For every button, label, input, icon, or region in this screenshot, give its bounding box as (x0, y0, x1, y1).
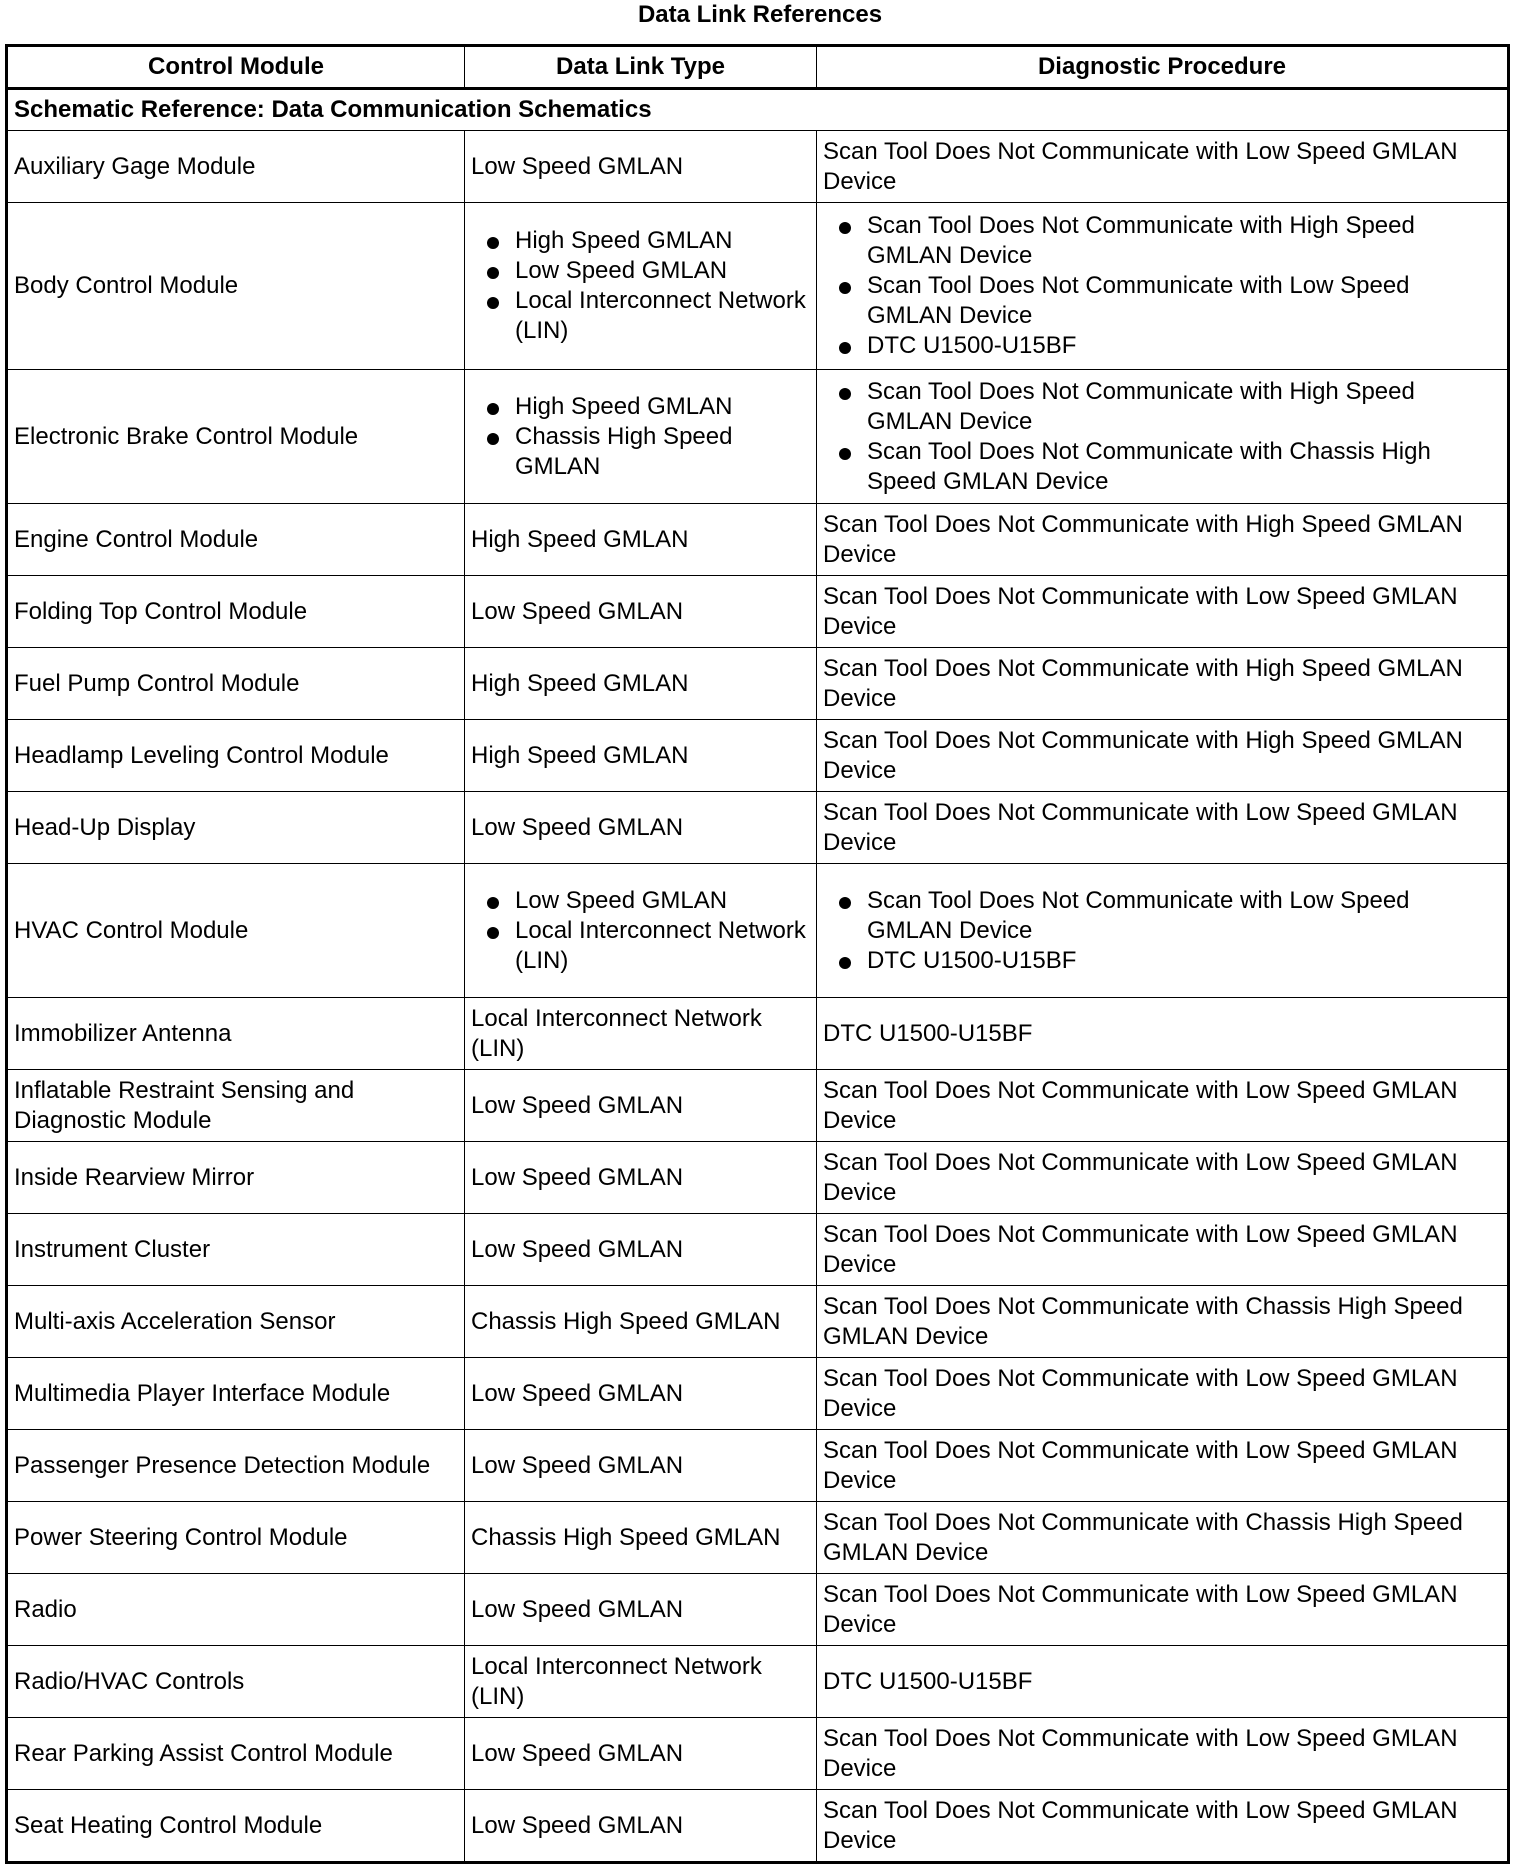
data-link-type-cell (465, 203, 817, 370)
list-item: Scan Tool Does Not Communicate with Low Speed GMLAN Device (867, 886, 1501, 946)
diagnostic-procedure-cell: Scan Tool Does Not Communicate with Low Speed GMLAN Device (817, 131, 1509, 203)
control-module-cell: Folding Top Control Module (7, 576, 465, 648)
data-link-type-cell (465, 370, 817, 504)
diagnostic-procedure-cell: Scan Tool Does Not Communicate with Chassis High Speed GMLAN Device (817, 1502, 1509, 1574)
table-row (7, 1646, 1509, 1718)
diagnostic-procedure-cell: Scan Tool Does Not Communicate with Low Speed GMLAN Device (817, 1358, 1509, 1430)
table-row (7, 648, 1509, 720)
control-module-cell: HVAC Control Module (7, 864, 465, 998)
table-row (7, 203, 1509, 370)
diagnostic-procedure-cell: Scan Tool Does Not Communicate with High Speed GMLAN Device (817, 648, 1509, 720)
data-link-type-cell: Low Speed GMLAN (465, 1574, 817, 1646)
table-row (7, 576, 1509, 648)
diagnostic-procedure-cell: Scan Tool Does Not Communicate with Low Speed GMLAN Device (817, 1790, 1509, 1863)
data-link-type-cell: High Speed GMLAN (465, 720, 817, 792)
diagnostic-procedure-cell: DTC U1500-U15BF (817, 1646, 1509, 1718)
page-title: Data Link References (637, 1, 883, 28)
control-module-cell: Auxiliary Gage Module (7, 131, 465, 203)
list-item: Chassis High Speed GMLAN (515, 422, 810, 482)
diagnostic-procedure-cell: Scan Tool Does Not Communicate with Low Speed GMLAN Device (817, 1070, 1509, 1142)
table-row (7, 1430, 1509, 1502)
list-item: High Speed GMLAN (515, 226, 810, 256)
diagnostic-procedure-cell: Scan Tool Does Not Communicate with High Speed GMLAN Device (817, 720, 1509, 792)
table-row (7, 1286, 1509, 1358)
control-module-cell: Passenger Presence Detection Module (7, 1430, 465, 1502)
table-row (7, 864, 1509, 998)
control-module-cell: Electronic Brake Control Module (7, 370, 465, 504)
control-module-cell: Power Steering Control Module (7, 1502, 465, 1574)
diagnostic-procedure-cell-list (823, 886, 1501, 976)
diagnostic-procedure-cell: Scan Tool Does Not Communicate with Low Speed GMLAN Device (817, 576, 1509, 648)
diagnostic-procedure-cell: Scan Tool Does Not Communicate with High Speed GMLAN Device (817, 504, 1509, 576)
data-link-type-cell: Chassis High Speed GMLAN (465, 1286, 817, 1358)
data-link-type-cell: High Speed GMLAN (465, 648, 817, 720)
table-row (7, 1790, 1509, 1863)
control-module-cell: Inside Rearview Mirror (7, 1142, 465, 1214)
data-link-type-cell: Low Speed GMLAN (465, 1718, 817, 1790)
table-row (7, 1142, 1509, 1214)
table-row (7, 131, 1509, 203)
control-module-cell: Headlamp Leveling Control Module (7, 720, 465, 792)
control-module-cell: Immobilizer Antenna (7, 998, 465, 1070)
diagnostic-procedure-cell (817, 864, 1509, 998)
diagnostic-procedure-cell: Scan Tool Does Not Communicate with Low Speed GMLAN Device (817, 792, 1509, 864)
data-link-type-cell: Low Speed GMLAN (465, 576, 817, 648)
data-link-type-cell-list (471, 226, 810, 346)
list-item: Local Interconnect Network (LIN) (515, 916, 810, 976)
list-item: Low Speed GMLAN (515, 886, 810, 916)
table-row (7, 720, 1509, 792)
data-link-type-cell: Low Speed GMLAN (465, 792, 817, 864)
schematic-reference: Schematic Reference: Data Communication Schematics (7, 89, 1509, 131)
diagnostic-procedure-cell: Scan Tool Does Not Communicate with Low Speed GMLAN Device (817, 1574, 1509, 1646)
diagnostic-procedure-cell (817, 370, 1509, 504)
data-link-type-cell: Low Speed GMLAN (465, 1790, 817, 1863)
list-item: Low Speed GMLAN (515, 256, 810, 286)
control-module-cell: Body Control Module (7, 203, 465, 370)
list-item: Scan Tool Does Not Communicate with High Speed GMLAN Device (867, 377, 1501, 437)
data-link-type-cell: Local Interconnect Network (LIN) (465, 1646, 817, 1718)
data-link-type-cell: Low Speed GMLAN (465, 1358, 817, 1430)
control-module-cell: Rear Parking Assist Control Module (7, 1718, 465, 1790)
diagnostic-procedure-cell: Scan Tool Does Not Communicate with Chassis High Speed GMLAN Device (817, 1286, 1509, 1358)
table-row (7, 1502, 1509, 1574)
list-item: Local Interconnect Network (LIN) (515, 286, 810, 346)
list-item: Scan Tool Does Not Communicate with Chassis High Speed GMLAN Device (867, 437, 1501, 497)
table-row (7, 1070, 1509, 1142)
control-module-cell: Multimedia Player Interface Module (7, 1358, 465, 1430)
table-row (7, 792, 1509, 864)
data-link-table (5, 44, 1510, 1864)
list-item: DTC U1500-U15BF (867, 946, 1501, 976)
table-row (7, 1718, 1509, 1790)
diagnostic-procedure-cell: Scan Tool Does Not Communicate with Low Speed GMLAN Device (817, 1718, 1509, 1790)
diagnostic-procedure-cell: Scan Tool Does Not Communicate with Low Speed GMLAN Device (817, 1430, 1509, 1502)
diagnostic-procedure-cell (817, 203, 1509, 370)
data-link-type-cell: Low Speed GMLAN (465, 1214, 817, 1286)
control-module-cell: Engine Control Module (7, 504, 465, 576)
data-link-type-cell: Low Speed GMLAN (465, 1070, 817, 1142)
data-link-type-cell: Low Speed GMLAN (465, 1430, 817, 1502)
list-item: DTC U1500-U15BF (867, 331, 1501, 361)
diagnostic-procedure-cell: DTC U1500-U15BF (817, 998, 1509, 1070)
data-link-type-cell: Chassis High Speed GMLAN (465, 1502, 817, 1574)
data-link-type-cell: High Speed GMLAN (465, 504, 817, 576)
list-item: High Speed GMLAN (515, 392, 810, 422)
table-header-row (7, 46, 1509, 89)
table-row (7, 1358, 1509, 1430)
diagnostic-procedure-cell-list (823, 377, 1501, 497)
control-module-cell: Head-Up Display (7, 792, 465, 864)
control-module-cell: Radio (7, 1574, 465, 1646)
table-row (7, 1574, 1509, 1646)
header-data-link-type: Data Link Type (465, 46, 817, 89)
data-link-type-cell: Low Speed GMLAN (465, 131, 817, 203)
section-row (7, 89, 1509, 131)
diagnostic-procedure-cell: Scan Tool Does Not Communicate with Low Speed GMLAN Device (817, 1142, 1509, 1214)
control-module-cell: Fuel Pump Control Module (7, 648, 465, 720)
table-row (7, 1214, 1509, 1286)
control-module-cell: Inflatable Restraint Sensing and Diagnostic Module (7, 1070, 465, 1142)
data-link-type-cell: Local Interconnect Network (LIN) (465, 998, 817, 1070)
data-link-type-cell-list (471, 886, 810, 976)
header-diagnostic-procedure: Diagnostic Procedure (817, 46, 1509, 89)
control-module-cell: Multi-axis Acceleration Sensor (7, 1286, 465, 1358)
list-item: Scan Tool Does Not Communicate with High Speed GMLAN Device (867, 211, 1501, 271)
data-link-type-cell: Low Speed GMLAN (465, 1142, 817, 1214)
header-control-module: Control Module (7, 46, 465, 89)
table-row (7, 370, 1509, 504)
list-item: Scan Tool Does Not Communicate with Low Speed GMLAN Device (867, 271, 1501, 331)
control-module-cell: Instrument Cluster (7, 1214, 465, 1286)
data-link-type-cell-list (471, 392, 810, 482)
control-module-cell: Seat Heating Control Module (7, 1790, 465, 1863)
diagnostic-procedure-cell: Scan Tool Does Not Communicate with Low Speed GMLAN Device (817, 1214, 1509, 1286)
data-link-type-cell (465, 864, 817, 998)
control-module-cell: Radio/HVAC Controls (7, 1646, 465, 1718)
table-row (7, 998, 1509, 1070)
table-row (7, 504, 1509, 576)
diagnostic-procedure-cell-list (823, 211, 1501, 361)
